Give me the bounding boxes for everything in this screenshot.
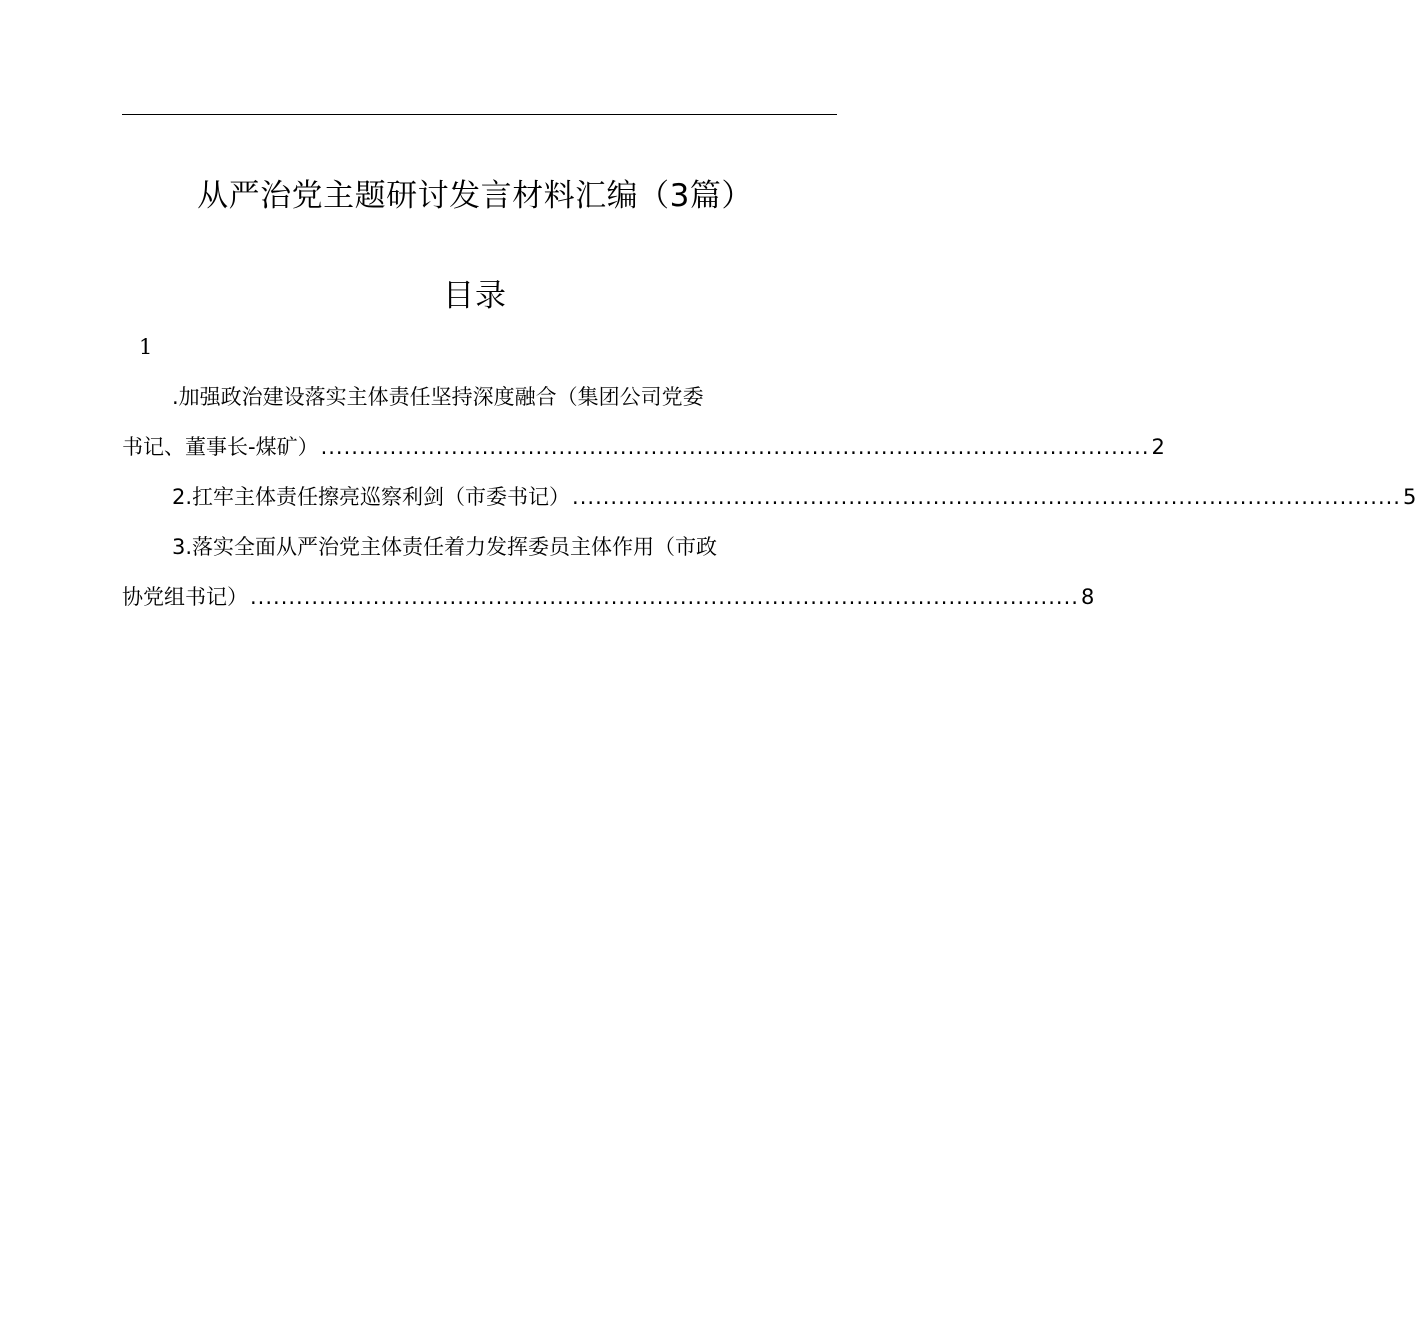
toc-entry-title: 3.落实全面从严治党主体责任着力发挥委员主体作用（市政	[172, 535, 718, 559]
dot-leader: ............................................................................................................	[250, 585, 1079, 609]
toc-page-number: 2	[1151, 435, 1165, 459]
toc-entry-title-tail: 书记、董事长-煤矿）	[122, 435, 319, 459]
header-rule	[122, 114, 837, 115]
toc-entry-line	[122, 472, 1416, 522]
dot-leader: ............................................................................................................	[320, 435, 1150, 459]
toc-page-number: 8	[1080, 585, 1095, 609]
dot-leader: ............................................................................................................	[572, 485, 1401, 509]
toc-entry-continuation	[122, 572, 1095, 622]
stray-list-number: 1	[139, 335, 153, 359]
toc-entry-1[interactable]	[122, 372, 1165, 472]
toc-entry-3[interactable]	[122, 522, 1095, 622]
toc-entry-title: 2.扛牢主体责任擦亮巡察利剑（市委书记）	[172, 485, 571, 509]
document-title: 从严治党主题研讨发言材料汇编（3篇）	[197, 178, 753, 214]
toc-heading: 目录	[443, 278, 507, 314]
toc-entry-2[interactable]	[122, 472, 1416, 522]
toc-entry-title-tail: 协党组书记）	[122, 585, 248, 609]
table-of-contents	[122, 372, 1416, 622]
toc-entry-continuation	[122, 422, 1165, 472]
toc-entry-title: .加强政治建设落实主体责任坚持深度融合（集团公司党委	[172, 385, 704, 409]
toc-page-number: 5	[1402, 485, 1416, 509]
